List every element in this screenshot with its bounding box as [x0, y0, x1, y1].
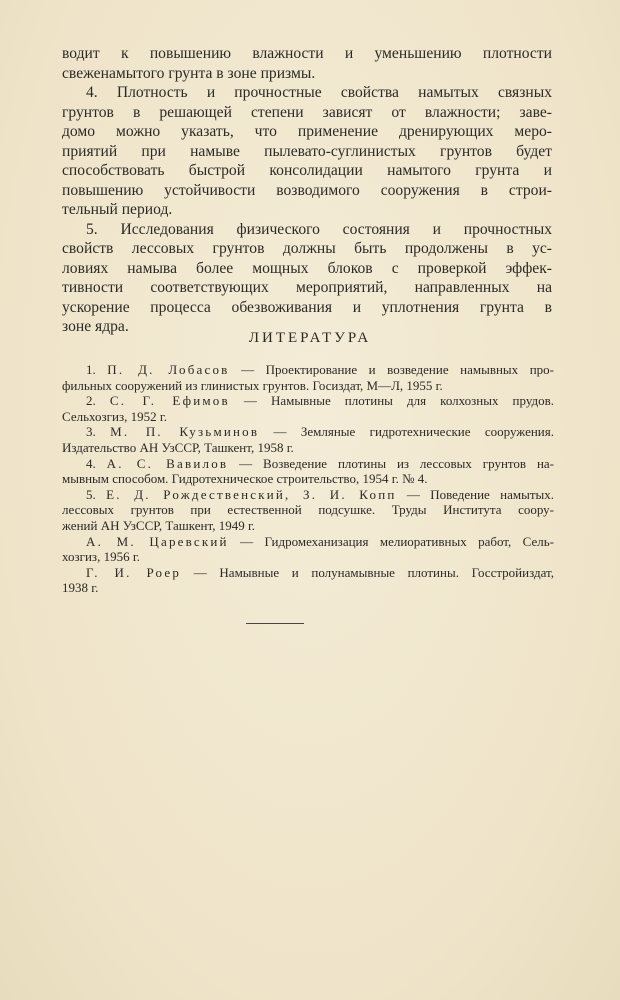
reference-text: — Земляные гидротехнические сооружения.	[273, 424, 554, 440]
reference-line: 1938 г.	[62, 580, 99, 596]
reference-item	[62, 534, 554, 565]
reference-line: жений АН УзССР, Ташкент, 1949 г.	[62, 517, 256, 533]
reference-author: С. Г. Ефимов	[109, 393, 230, 409]
paragraph-continuation	[62, 44, 552, 83]
end-rule	[246, 623, 304, 624]
text-line: способствовать быстрой консолидации намытого грунта и	[62, 162, 552, 179]
reference-text: — Намывные и полунамывные плотины. Госстройиздат,	[193, 564, 555, 580]
reference-author: П. Д. Лобасов	[107, 362, 230, 377]
reference-number: 1.	[86, 362, 96, 377]
reference-author: А. М. Царевский	[86, 533, 229, 549]
reference-line: хозгиз, 1956 г.	[62, 549, 140, 565]
reference-author: А. С. Вавилов	[106, 455, 229, 471]
text-line: водит к повышению влажности и уменьшению плотности	[62, 45, 552, 62]
body-text	[62, 44, 552, 337]
reference-line: мывным способом. Гидротехническое строительство, 1954 г. № 4.	[62, 471, 428, 487]
text-line: ускорение процесса обезвоживания и уплотнения грунта в	[62, 298, 552, 316]
text-line: тивности соответствующих мероприятий, направленных на	[62, 279, 552, 296]
reference-item	[62, 565, 554, 596]
text-line: свеженамытого грунта в зоне призмы.	[62, 64, 316, 82]
text-line: ловиях намыва более мощных блоков с проверкой эффек-	[62, 259, 552, 277]
reference-number: 3.	[86, 424, 96, 440]
reference-author: Е. Д. Рождественский, З. И. Копп	[106, 486, 397, 502]
reference-item	[62, 362, 554, 393]
paragraph-5	[62, 220, 552, 337]
reference-text: — Возведение плотины из лессовых грунтов на-	[239, 455, 555, 471]
reference-line: фильных сооружений из глинистых грунтов. Госиздат, М—Л, 1955 г.	[62, 377, 443, 393]
text-line: зоне ядра.	[62, 318, 129, 335]
reference-line	[62, 565, 554, 581]
text-line: грунтов в решающей степени зависят от влажности; заве-	[62, 103, 552, 121]
reference-line	[62, 393, 554, 409]
text-line: приятий при намыве пылевато-суглинистых грунтов будет	[62, 142, 552, 160]
reference-line: Сельхозгиз, 1952 г.	[62, 408, 167, 424]
text-line: свойств лессовых грунтов должны быть продолжены в ус-	[62, 240, 552, 257]
literature-heading: ЛИТЕРАТУРА	[248, 330, 372, 346]
paragraph-4	[62, 83, 552, 220]
reference-line	[62, 424, 554, 440]
reference-item	[62, 424, 554, 455]
text-line: домо можно указать, что применение дренирующих меро-	[62, 123, 552, 140]
reference-item	[62, 393, 554, 424]
reference-author: М. П. Кузьминов	[110, 424, 260, 440]
reference-number: 4.	[86, 455, 96, 471]
reference-text: — Поведение намытых.	[406, 486, 554, 502]
reference-line	[62, 487, 554, 503]
text-line: тельный период.	[62, 201, 173, 218]
reference-text: — Намывные плотины для колхозных прудов.	[243, 393, 555, 409]
reference-item	[62, 487, 554, 534]
text-line: 4. Плотность и прочностные свойства намытых связных	[86, 84, 552, 101]
reference-line: лессовых грунтов при естественной подсушке. Труды Института соору-	[62, 502, 554, 518]
reference-number: 5.	[86, 486, 96, 502]
reference-line: Издательство АН УзССР, Ташкент, 1958 г.	[62, 439, 294, 455]
references-list	[62, 362, 554, 596]
reference-item	[62, 456, 554, 487]
reference-line	[62, 534, 554, 550]
text-line: повышению устойчивости возводимого сооружения в строи-	[62, 181, 552, 199]
reference-text: — Гидромеханизация мелиоративных работ, Сель-	[240, 533, 554, 549]
reference-line	[62, 362, 554, 378]
reference-number: 2.	[86, 393, 96, 409]
text-line: 5. Исследования физического состояния и прочностных	[86, 220, 552, 238]
reference-author: Г. И. Роер	[86, 564, 182, 580]
reference-line	[62, 456, 554, 472]
reference-text: — Проектирование и возведение намывных про-	[241, 362, 554, 377]
